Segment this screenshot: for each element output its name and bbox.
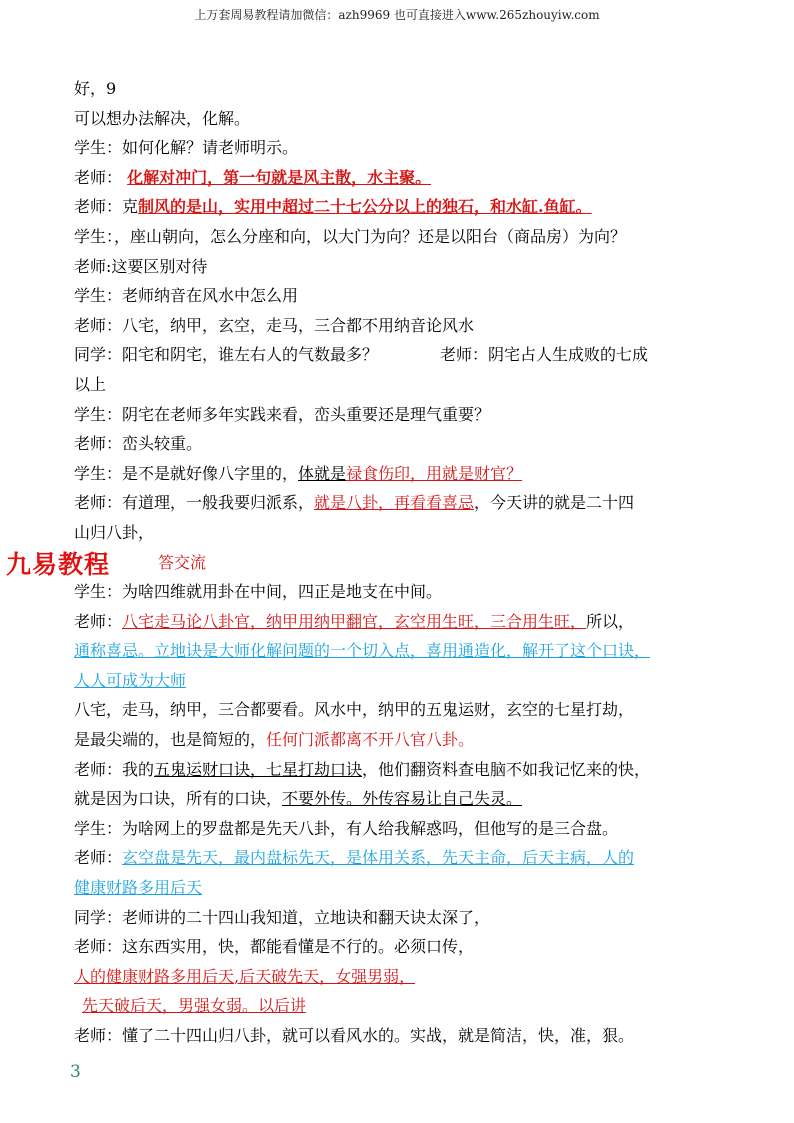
highlight-red: 答交流 bbox=[158, 552, 207, 572]
highlight-blue: 人人可成为大师 bbox=[74, 670, 187, 690]
text-line: 同学：阳宅和阴宅，谁左右人的气数最多？ 老师：阴宅占人生成败的七成 bbox=[74, 345, 649, 365]
text-line bbox=[74, 548, 724, 578]
text-line: 山归八卦， bbox=[74, 522, 155, 542]
text-line: 学生：是不是就好像八字里的，体就是禄食伤印，用就是财官？ bbox=[74, 463, 523, 483]
text-line: 学生：为啥网上的罗盘都是先天八卦，有人给我解惑吗，但他写的是三合盘。 bbox=[74, 818, 619, 838]
text-line: 以上 bbox=[74, 374, 107, 394]
text-line: 老师：克制风的是山，实用中超过二十七公分以上的独石，和水缸.鱼缸。 bbox=[74, 197, 592, 217]
text-line: 是最尖端的，也是简短的，任何门派都离不开八官八卦。 bbox=[74, 730, 475, 750]
highlight-red: 禄食伤印，用就是财官？ bbox=[346, 463, 523, 483]
text-line: 学生：老师纳音在风水中怎么用 bbox=[74, 286, 299, 306]
text-line: 老师:这要区别对待 bbox=[74, 256, 208, 276]
text-line: 学生：阴宅在老师多年实践来看，峦头重要还是理气重要？ bbox=[74, 404, 491, 424]
highlight-red: 化解对冲门，第一句就是风主散，水主聚。 bbox=[127, 167, 432, 187]
highlight-red: 八宅走马论八卦官，纳甲用纳甲翻官，玄空用生旺，三合用生旺， bbox=[122, 611, 587, 631]
text-line: 可以想办法解决，化解。 bbox=[74, 108, 251, 128]
text-line: 老师：峦头较重。 bbox=[74, 434, 203, 454]
text-line bbox=[74, 873, 724, 903]
text-line: 八宅，走马，纳甲，三合都要看。风水中，纳甲的五鬼运财，玄空的七星打劫， bbox=[74, 700, 635, 720]
text-line bbox=[74, 666, 724, 696]
text-line bbox=[74, 991, 724, 1021]
text-line: 老师：八宅走马论八卦官，纳甲用纳甲翻官，玄空用生旺，三合用生旺，所以， bbox=[74, 611, 635, 631]
dialogue-body bbox=[74, 74, 724, 1051]
underlined-text: 不要外传。外传容易让自己失灵。 bbox=[282, 789, 523, 809]
highlight-blue: 通称喜忌。立地诀是大师化解问题的一个切入点，喜用通造化，解开了这个口诀， bbox=[74, 641, 651, 661]
page-header-ad: 上万套周易教程请加微信：azh9969 也可直接进入www.265zhouyiw.com bbox=[194, 8, 600, 22]
text-line: 老师：我的五鬼运财口诀，七星打劫口诀，他们翻资料查电脑不如我记忆来的快， bbox=[74, 759, 651, 779]
highlight-red: 先天破后天，男强女弱。以后讲 bbox=[82, 996, 307, 1016]
text-line: 老师：懂了二十四山归八卦，就可以看风水的。实战，就是简洁，快，准，狠。 bbox=[74, 1026, 635, 1045]
page-number: 3 bbox=[70, 1062, 81, 1082]
highlight-blue: 玄空盘是先天，最内盘标先天，是体用关系，先天主命，后天主病，人的 bbox=[122, 848, 635, 868]
text-line: 老师：玄空盘是先天，最内盘标先天，是体用关系，先天主命，后天主病，人的 bbox=[74, 848, 635, 868]
text-line: 老师：八宅，纳甲，玄空，走马，三合都不用纳音论风水 bbox=[74, 315, 475, 335]
highlight-red: 人的健康财路多用后天,后天破先天，女强男弱， bbox=[74, 966, 416, 986]
underlined-text: 五鬼运财口诀，七星打劫口诀 bbox=[154, 759, 363, 779]
text-line: 好，9 bbox=[74, 79, 117, 98]
highlight-red: 制风的是山，实用中超过二十七公分以上的独石，和水缸.鱼缸。 bbox=[138, 197, 592, 217]
text-line: 就是因为口诀，所有的口诀，不要外传。外传容易让自己失灵。 bbox=[74, 789, 523, 809]
underlined-text: 体就是 bbox=[298, 463, 347, 483]
text-line bbox=[74, 636, 724, 666]
text-line: 学生：为啥四维就用卦在中间，四正是地支在中间。 bbox=[74, 582, 443, 602]
text-line: 学生：，座山朝向，怎么分座和向，以大门为向？还是以阳台（商品房）为向？ bbox=[74, 226, 627, 246]
text-line bbox=[74, 962, 724, 992]
watermark-logo: 九易教程 bbox=[6, 550, 111, 579]
text-line: 学生：如何化解？请老师明示。 bbox=[74, 138, 299, 158]
highlight-blue: 健康财路多用后天 bbox=[74, 878, 203, 898]
text-line: 老师：这东西实用，快，都能看懂是不行的。必须口传， bbox=[74, 937, 475, 957]
text-line: 老师： 化解对冲门，第一句就是风主散，水主聚。 bbox=[74, 167, 432, 187]
highlight-red: 任何门派都离不开八官八卦。 bbox=[266, 730, 475, 750]
text-line: 老师：有道理，一般我要归派系，就是八卦，再看看喜忌，今天讲的就是二十四 bbox=[74, 493, 635, 513]
text-line: 同学：老师讲的二十四山我知道，立地诀和翻天诀太深了， bbox=[74, 907, 491, 927]
highlight-red: 就是八卦，再看看喜忌 bbox=[314, 493, 475, 513]
